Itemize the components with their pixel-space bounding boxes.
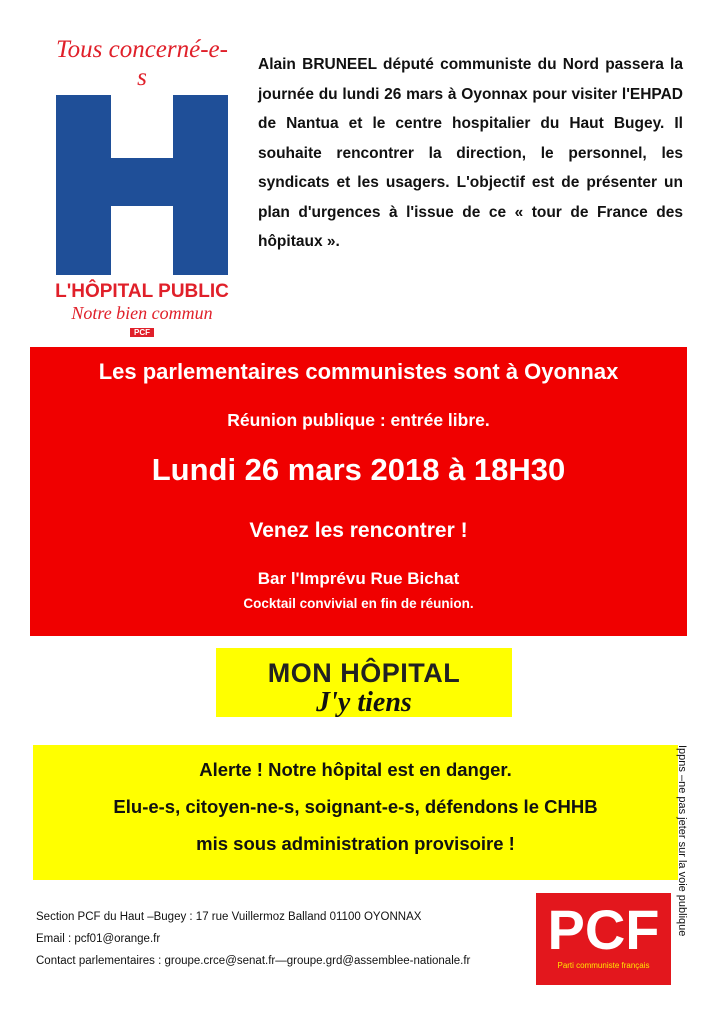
alert-line2: Elu-e-s, citoyen-ne-s, soignant-e-s, défendons le CHHB (113, 796, 598, 817)
contact-address: Section PCF du Haut –Bugey : 17 rue Vuillermoz Balland 01100 OYONNAX (36, 911, 422, 923)
event-note: Cocktail convivial en fin de réunion. (243, 596, 474, 611)
slogan-box (216, 648, 512, 717)
logo-badge: PCF (130, 328, 154, 337)
side-note: Ippns –ne pas jeter sur la voie publique (676, 745, 688, 937)
event-date: Lundi 26 mars 2018 à 18H30 (151, 452, 566, 487)
intro-paragraph: Alain BRUNEEL député communiste du Nord passera la journée du lundi 26 mars à Oyonnax pour visiter l'EHPAD de Nantua et le centre hospitalier du Haut Bugey. Il souhaite rencontrer la direction, le personnel, les syndicats et les usagers. L'objectif est de présenter un plan d'urgences à l'issue de ce « tour de France des hôpitaux ». (258, 56, 683, 250)
contact-info (36, 906, 470, 972)
logo-subtitle: Notre bien commun (71, 303, 213, 323)
logo-title: L'HÔPITAL PUBLIC (55, 281, 229, 302)
event-place: Bar l'Imprévu Rue Bichat (257, 569, 460, 588)
h-letter-graphic (56, 95, 228, 275)
pcf-logo (536, 893, 671, 985)
hospital-poster-logo (52, 36, 232, 337)
alert-box (33, 745, 678, 880)
slogan-line2: J'y tiens (316, 687, 412, 718)
event-headline: Les parlementaires communistes sont à Oyonnax (98, 359, 619, 384)
event-subtitle: Réunion publique : entrée libre. (227, 410, 490, 430)
event-call: Venez les rencontrer ! (249, 519, 468, 542)
slogan-line1: MON HÔPITAL (267, 658, 461, 688)
logo-tagline: Tous concerné-e-s (56, 36, 228, 91)
contact-parliament: Contact parlementaires : groupe.crce@senat.fr—groupe.grd@assemblee-nationale.fr (36, 955, 471, 967)
pcf-logo-name: PCF (547, 898, 660, 961)
pcf-logo-sub: Parti communiste français (557, 961, 650, 970)
event-banner (30, 347, 687, 636)
alert-line1: Alerte ! Notre hôpital est en danger. (199, 759, 512, 780)
alert-line3: mis sous administration provisoire ! (196, 833, 515, 854)
contact-email: Email : pcf01@orange.fr (36, 933, 161, 945)
